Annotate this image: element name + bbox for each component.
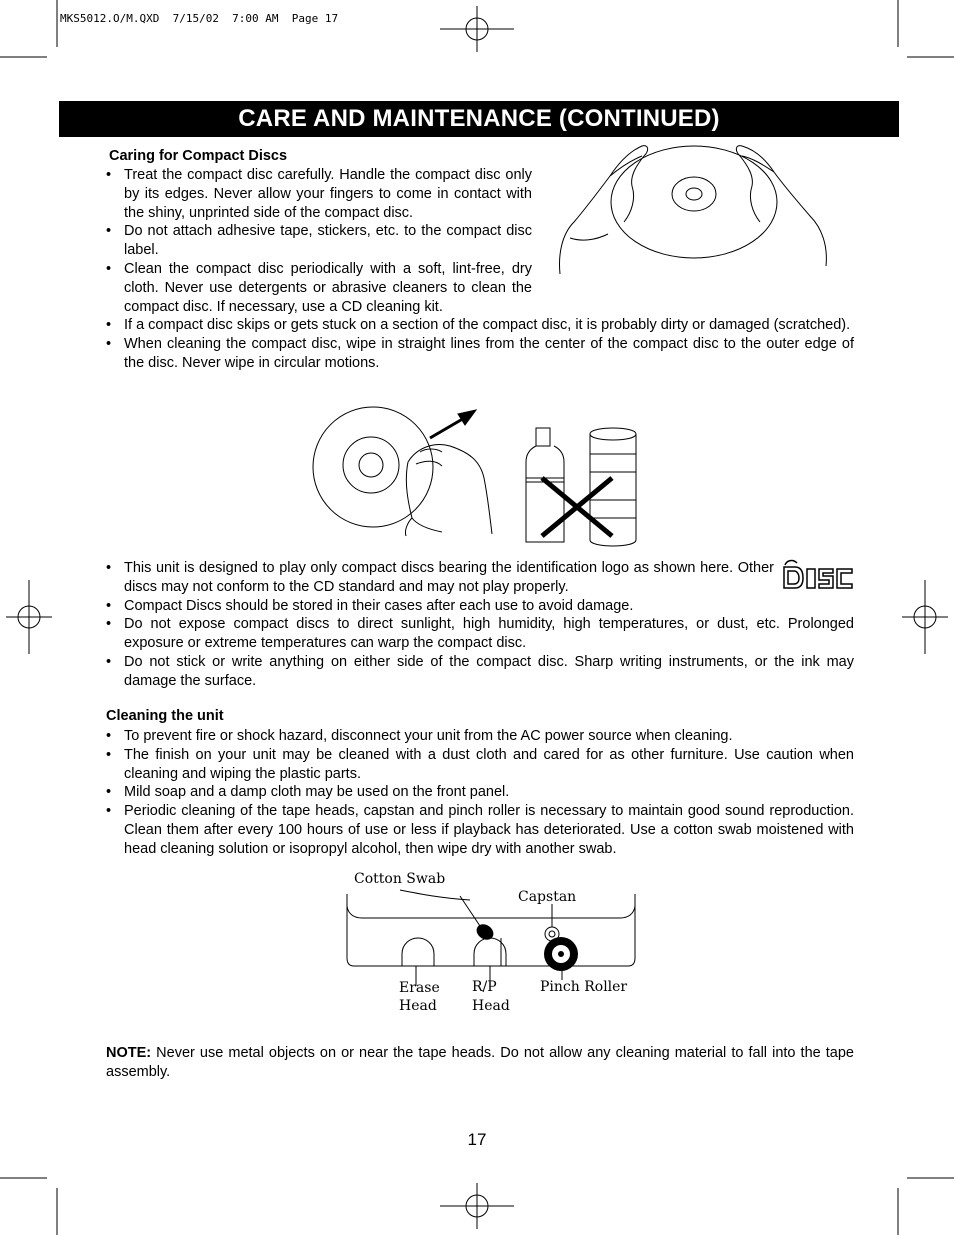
list-item: • Do not attach adhesive tape, stickers, etc. to the compact disc label.: [106, 222, 532, 260]
label-rp-head-line1: R/P: [472, 979, 497, 995]
list-item: • Do not stick or write anything on either side of the compact disc. Sharp writing instruments, or the ink may damage the surface.: [106, 653, 854, 691]
wiping-disc-illustration: [308, 402, 494, 546]
label-erase-head-line2: Head: [399, 998, 437, 1014]
page-number: 17: [467, 1130, 487, 1149]
list-item: • Do not expose compact discs to direct sunlight, high humidity, high temperatures, or dust, etc. Prolonged exposure or extreme temperatures can warp the compact disc.: [106, 615, 854, 653]
list-item: • Treat the compact disc carefully. Handle the compact disc only by its edges. Never allow your fingers to come in contact with the shiny, unprinted side of the compact disc.: [106, 166, 532, 222]
unit-cleaning-heading: Cleaning the unit: [106, 708, 224, 724]
compact-disc-logo: [781, 557, 855, 591]
unit-cleaning-list: [106, 727, 854, 859]
hands-holding-disc-illustration: [552, 142, 834, 278]
list-item: • The finish on your unit may be cleaned with a dust cloth and cared for as other furniture. Use caution when cleaning and wiping the plastic parts.: [106, 746, 854, 784]
label-cotton-swab: Cotton Swab: [354, 871, 446, 887]
note-label: NOTE:: [106, 1045, 152, 1061]
no-cleaners-illustration: [520, 420, 640, 548]
label-rp-head-line2: Head: [472, 998, 510, 1014]
list-item: [106, 559, 854, 597]
cd-care-logo-list: [106, 559, 854, 691]
label-capstan: Capstan: [518, 889, 577, 905]
list-item: • If a compact disc skips or gets stuck on a section of the compact disc, it is probably dirty or damaged (scratched).: [106, 316, 854, 335]
cd-care-wide-list: [106, 316, 854, 372]
list-item: • Periodic cleaning of the tape heads, capstan and pinch roller is necessary to maintain good sound reproduction. Clean them after every 100 hours of use or less if playback has deteriorated. Use a cotton swab moistened with head cleaning solution or isopropyl alcohol, then wipe dry with another swab.: [106, 802, 854, 858]
list-item-text: This unit is designed to play only compact discs bearing the identification logo as shown here. Other discs may not conform to the CD standard and may not play properly.: [124, 560, 774, 595]
list-item: • Compact Discs should be stored in their cases after each use to avoid damage.: [106, 597, 854, 616]
file-slug: MKS5012.O/M.QXD 7/15/02 7:00 AM Page 17: [60, 12, 339, 25]
page-title: CARE AND MAINTENANCE (CONTINUED): [59, 101, 899, 137]
cd-care-narrow-list: [106, 166, 532, 316]
cd-care-heading: Caring for Compact Discs: [109, 148, 288, 164]
list-item: • To prevent fire or shock hazard, disconnect your unit from the AC power source when cleaning.: [106, 727, 854, 746]
note-text: Never use metal objects on or near the tape heads. Do not allow any cleaning material to fall into the tape assembly.: [106, 1045, 854, 1080]
list-item: • Mild soap and a damp cloth may be used on the front panel.: [106, 783, 854, 802]
label-erase-head-line1: Erase: [399, 980, 440, 996]
note-paragraph: [106, 1044, 854, 1082]
list-item: • Clean the compact disc periodically with a soft, lint-free, dry cloth. Never use detergents or abrasive cleaners to clean the compact disc. If necessary, use a CD cleaning kit.: [106, 260, 532, 316]
list-item: • When cleaning the compact disc, wipe in straight lines from the center of the compact disc to the outer edge of the disc. Never wipe in circular motions.: [106, 335, 854, 373]
label-pinch-roller: Pinch Roller: [540, 979, 628, 995]
disc-logo-text: DISC: [818, 590, 821, 591]
